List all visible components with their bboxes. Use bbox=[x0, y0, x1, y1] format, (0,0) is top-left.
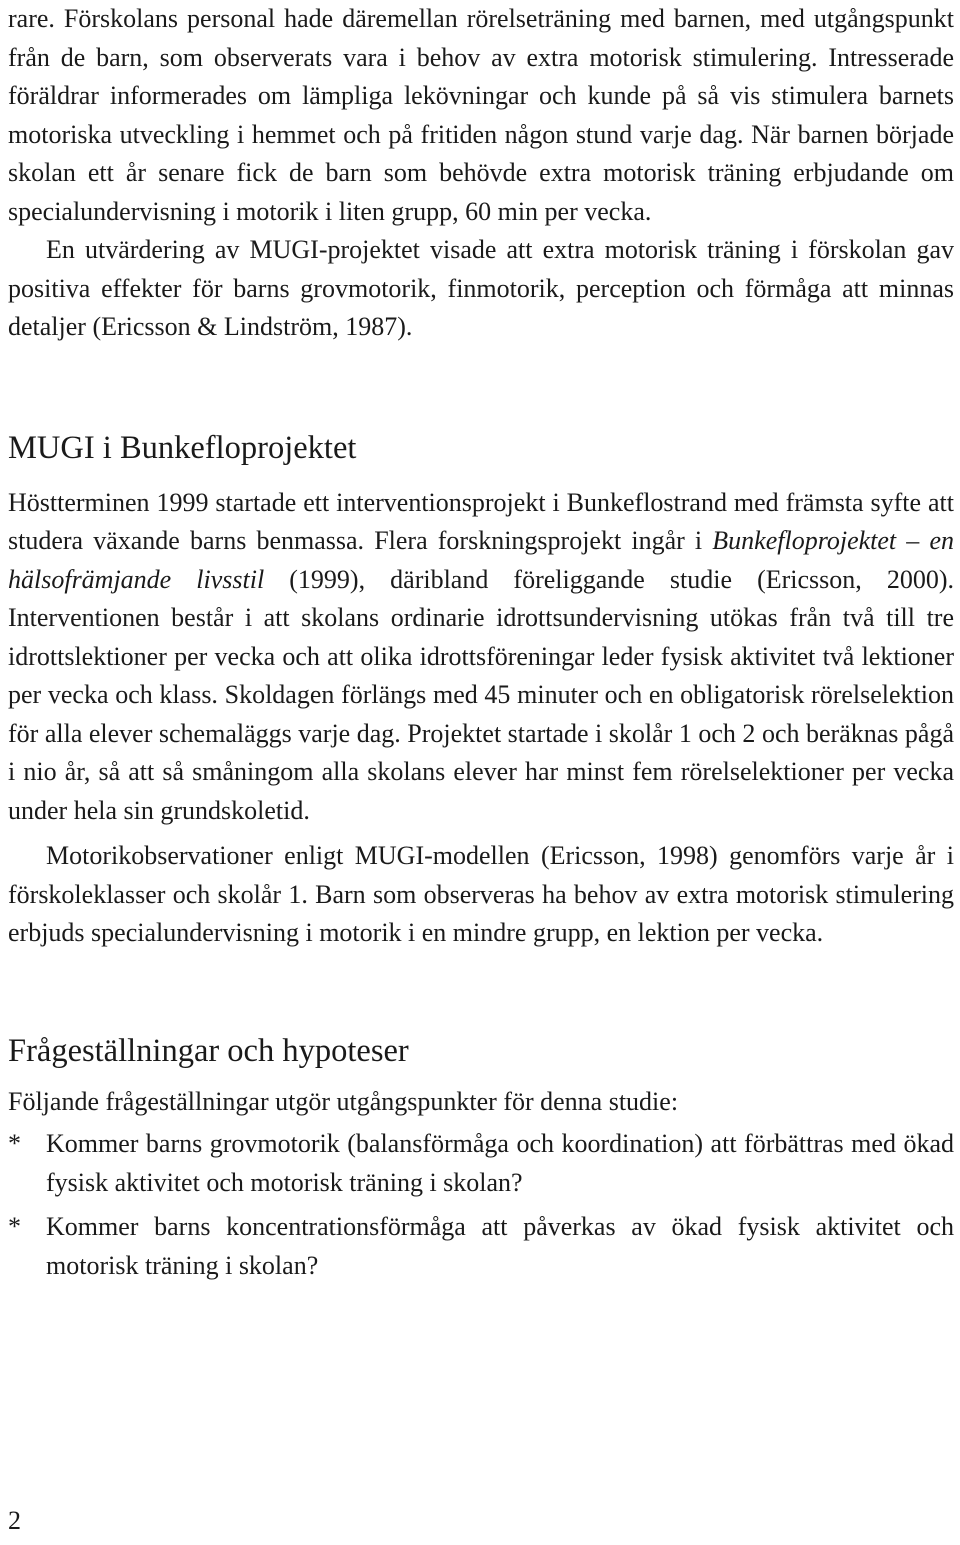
question-text: Kommer barns koncentrationsförmåga att påverkas av ökad fysisk aktivitet och motorisk träning i skolan? bbox=[46, 1212, 954, 1280]
section-heading-questions: Frågeställningar och hypoteser bbox=[8, 1032, 409, 1069]
question-text: Kommer barns grovmotorik (balansförmåga och koordination) att förbättras med ökad fysisk aktivitet och motorisk träning i skolan? bbox=[46, 1129, 954, 1197]
mugi-paragraph-1-start: Höstterminen 1999 startade ett interventionsprojekt i Bunkeflostrand med främsta syfte att studera växande barns benmassa. Flera forskningsprojekt ingår i bbox=[8, 487, 954, 555]
section-heading-mugi: MUGI i Bunkefloprojektet bbox=[8, 429, 357, 466]
project-title-italic: Bunkefloprojektet – en hälsofrämjande livsstil bbox=[8, 526, 954, 594]
evaluation-paragraph: En utvärdering av MUGI-projektet visade att extra motorisk träning i förskolan gav positiva effekter för barns grovmotorik, finmotorik, perception och förmåga att minnas detaljer (Ericsson & Lindström, 1987). bbox=[8, 235, 954, 341]
document-page bbox=[8, 0, 954, 1285]
page-number: 2 bbox=[8, 1506, 21, 1535]
bullet-asterisk: * bbox=[8, 1212, 21, 1241]
continuation-paragraph: rare. Förskolans personal hade däremellan rörelseträning med barnen, med utgångspunkt från de barn, som observerats vara i behov av extra motorisk stimulering. Intresserade föräldrar informerades om lämpliga lekövningar och kunde på så vis stimulera barnets motoriska utveckling i hemmet och på fritiden någon stund varje dag. När barnen började skolan ett år senare fick de barn som behövde extra motorisk träning erbjudande om specialundervisning i motorik i liten grupp, 60 min per vecka. bbox=[8, 4, 954, 226]
mugi-paragraph-1 bbox=[8, 484, 954, 831]
list-item bbox=[8, 1208, 954, 1285]
bullet-asterisk: * bbox=[8, 1129, 21, 1158]
questions-intro: Följande frågeställningar utgör utgångspunkter för denna studie: bbox=[8, 1086, 679, 1116]
questions-list bbox=[8, 1125, 954, 1285]
mugi-paragraph-1-end: (1999), däribland föreliggande studie (Ericsson, 2000). Interventionen består i att skolans ordinarie idrottsundervisning utökas från två till tre idrottslektioner per vecka och att olika idrottsföreningar leder fysisk aktivitet två lektioner per vecka och klass. Skoldagen förlängs med 45 minuter och en obligatorisk rörelselektion för alla elever schemaläggs varje dag. Projektet startade i skolår 1 och 2 och beräknas pågå i nio år, så att så småningom alla skolans elever har minst fem rörelselektioner per vecka under hela sin grundskoletid. bbox=[8, 564, 954, 825]
list-item bbox=[8, 1125, 954, 1202]
mugi-paragraph-2: Motorikobservationer enligt MUGI-modellen (Ericsson, 1998) genomförs varje år i förskoleklasser och skolår 1. Barn som observeras ha behov av extra motorisk stimulering erbjuds specialundervisning i motorik i en mindre grupp, en lektion per vecka. bbox=[8, 841, 954, 947]
